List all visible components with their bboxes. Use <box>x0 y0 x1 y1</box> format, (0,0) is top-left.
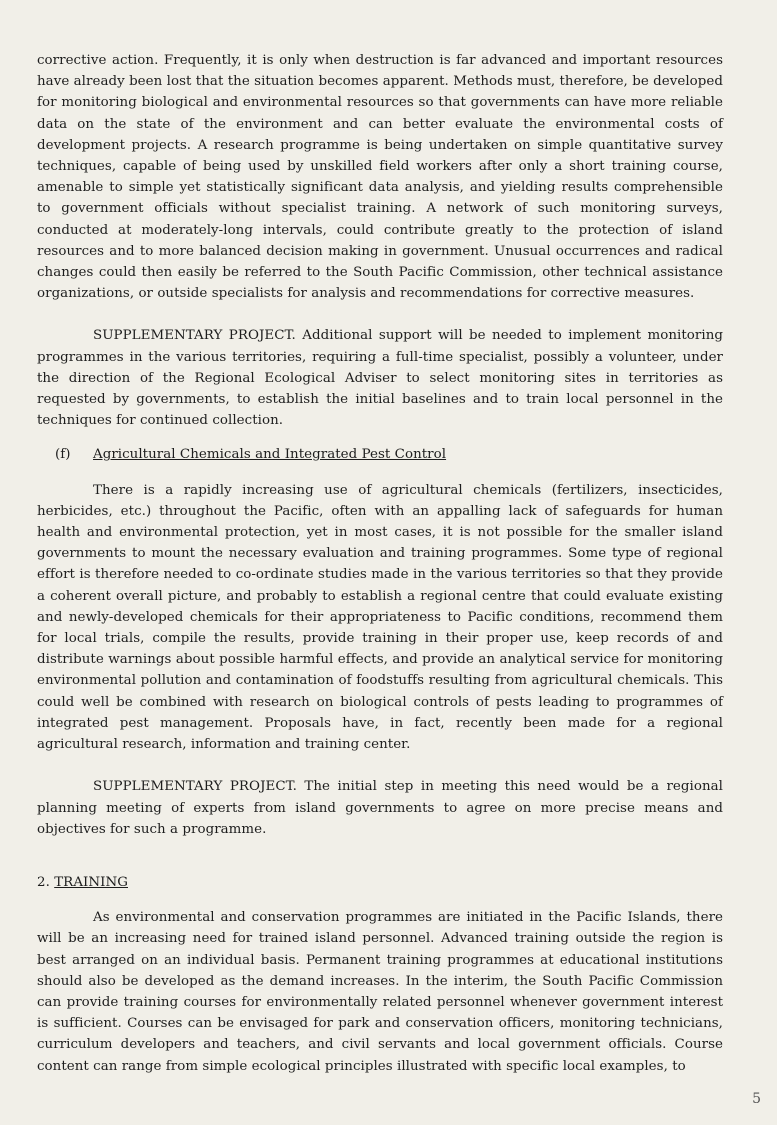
paragraph-monitoring: corrective action. Frequently, it is only when destruction is far advanced and important resources have already been lost that the situation becomes apparent. Methods must, therefore, be developed for monitoring biological and environmental resources so that governments can have more reliable data on the state of the environment and can better evaluate the environmental costs of development projects. A research programme is being undertaken on simple quantitative survey techniques, capable of being used by unskilled field workers after only a short training course, amenable to simple yet statistically significant data analysis, and yielding results comprehensible to government officials without specialist training. A network of such monitoring surveys, conducted at moderately-long intervals, could contribute greatly to the protection of island resources and to more balanced decision making in government. Unusual occurrences and radical changes could then easily be referred to the South Pacific Commission, other technical assistance organizations, or outside specialists for analysis and recommendations for corrective measures. <box>37 53 723 302</box>
paragraph-agricultural-chemicals: There is a rapidly increasing use of agricultural chemicals (fertilizers, insecticides, herbicides, etc.) throughout the Pacific, often with an appalling lack of safeguards for human health and environmental protection, yet in most cases, it is not possible for the smaller island governments to mount the necessary evaluation and training programmes. Some type of regional effort is therefore needed to co-ordinate studies made in the various territories so that they provide a coherent overall picture, and probably to establish a regional centre that could evaluate existing and newly-developed chemicals for their appropriateness to Pacific conditions, recommend them for local trials, compile the results, provide training in their proper use, keep records of and distribute warnings about possible harmful effects, and provide an analytical service for monitoring environmental pollution and contamination of foodstuffs resulting from agricultural chemicals. This could well be combined with research on biological controls of pests leading to programmes of integrated pest management. Proposals have, in fact, recently been made for a regional agricultural research, information and training center. <box>37 482 723 753</box>
text-column <box>37 50 723 1077</box>
page-number: 5 <box>752 1091 761 1107</box>
paragraph-training: As environmental and conservation programmes are initiated in the Pacific Islands, there will be an increasing need for trained island personnel. Advanced training outside the region is best arranged on an individual basis. Permanent training programmes at educational institutions should also be developed as the demand increases. In the interim, the South Pacific Commission can provide training courses for environmentally related personnel whenever government interest is sufficient. Courses can be envisaged for park and conservation officers, monitoring technicians, curriculum developers and teachers, and civil servants and local government officials. Course content can range from simple ecological principles illustrated with specific local examples, to <box>37 910 723 1074</box>
heading-agricultural-chemicals <box>37 444 723 465</box>
heading-training <box>37 872 723 893</box>
paragraph-supplementary-monitoring: SUPPLEMENTARY PROJECT. Additional support will be needed to implement monitoring programmes in the various territories, requiring a full-time specialist, possibly a volunteer, under the direction of the Regional Ecological Adviser to select monitoring sites in territories as requested by governments, to establish the initial baselines and to train local personnel in the techniques for continued collection. <box>37 328 723 429</box>
heading-label: (f) <box>55 447 71 463</box>
heading-number: 2. <box>37 874 50 890</box>
heading-title: Agricultural Chemicals and Integrated Pest Control <box>93 447 447 463</box>
paragraph-supplementary-planning: SUPPLEMENTARY PROJECT. The initial step in meeting this need would be a regional planning meeting of experts from island governments to agree on more precise means and objectives for such a programme. <box>37 779 723 837</box>
heading-title: TRAINING <box>54 874 128 890</box>
